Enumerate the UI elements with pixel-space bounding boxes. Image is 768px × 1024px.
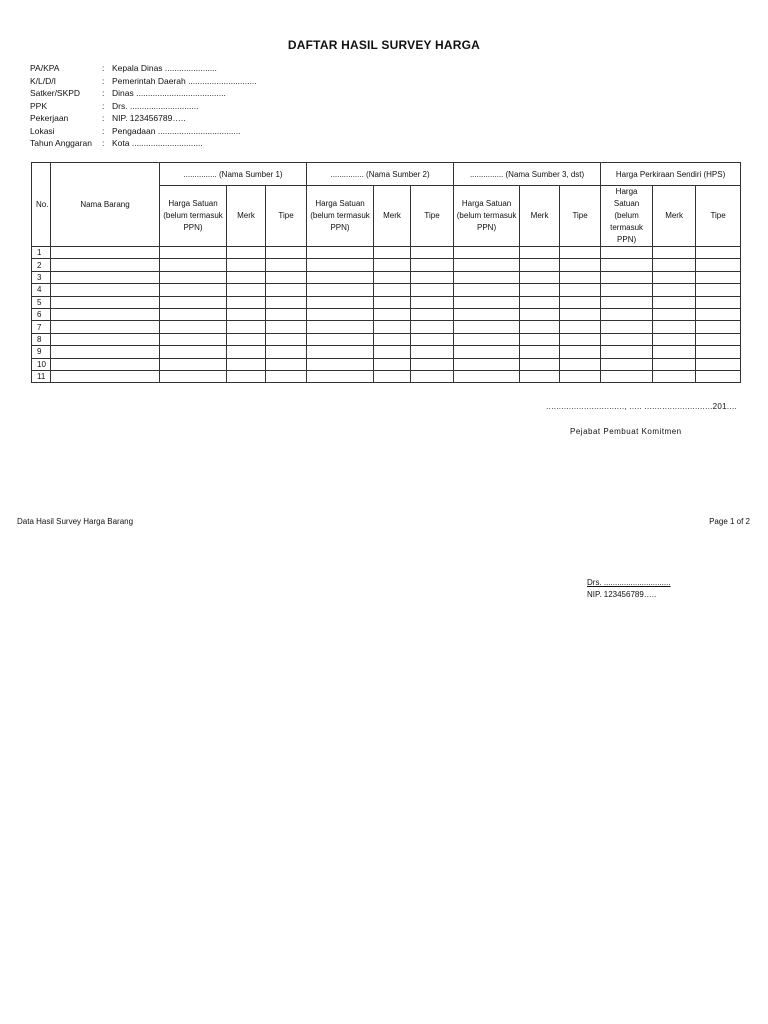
table-cell bbox=[266, 346, 307, 358]
table-cell bbox=[160, 308, 227, 320]
table-cell bbox=[520, 333, 560, 345]
table-row bbox=[32, 284, 741, 296]
table-cell bbox=[307, 358, 374, 370]
sub-header-harga-satuan: Harga Satuan (belum termasuk PPN) bbox=[454, 186, 520, 247]
meta-label: Lokasi bbox=[30, 125, 55, 136]
date-place-line: ..............................., ..... ...........................201.... bbox=[546, 402, 737, 411]
table-cell bbox=[374, 247, 411, 259]
table-cell bbox=[454, 247, 520, 259]
table-cell bbox=[696, 308, 741, 320]
meta-row bbox=[30, 100, 257, 113]
table-cell bbox=[696, 259, 741, 271]
signatory-title: Pejabat Pembuat Komitmen bbox=[570, 427, 682, 436]
meta-value: Pemerintah Daerah ............................. bbox=[112, 75, 257, 86]
table-cell bbox=[411, 308, 454, 320]
table-cell bbox=[227, 321, 266, 333]
row-number: 3 bbox=[32, 271, 51, 283]
table-row bbox=[32, 247, 741, 259]
table-cell bbox=[227, 271, 266, 283]
document-title: DAFTAR HASIL SURVEY HARGA bbox=[287, 38, 481, 52]
table-cell bbox=[374, 308, 411, 320]
table-cell bbox=[454, 296, 520, 308]
sub-header-harga-satuan: Harga Satuan (belum termasuk PPN) bbox=[307, 186, 374, 247]
survey-table bbox=[31, 162, 741, 383]
table-row bbox=[32, 333, 741, 345]
table-cell bbox=[411, 333, 454, 345]
table-cell bbox=[51, 259, 160, 271]
table-cell bbox=[307, 259, 374, 271]
table-row bbox=[32, 358, 741, 370]
table-cell bbox=[227, 333, 266, 345]
table-cell bbox=[696, 333, 741, 345]
table-cell bbox=[227, 247, 266, 259]
table-cell bbox=[560, 321, 601, 333]
table-cell bbox=[520, 259, 560, 271]
table-cell bbox=[601, 271, 653, 283]
meta-label: PA/KPA bbox=[30, 63, 60, 73]
table-cell bbox=[227, 296, 266, 308]
table-cell bbox=[227, 346, 266, 358]
table-cell bbox=[266, 308, 307, 320]
page-number: Page 1 of 2 bbox=[709, 517, 750, 526]
table-cell bbox=[374, 333, 411, 345]
sub-header-merk: Merk bbox=[653, 186, 696, 247]
table-cell bbox=[266, 358, 307, 370]
table-cell bbox=[560, 308, 601, 320]
table-cell bbox=[374, 358, 411, 370]
table-cell bbox=[374, 271, 411, 283]
table-cell bbox=[696, 284, 741, 296]
table-cell bbox=[653, 284, 696, 296]
column-header-no: No. bbox=[32, 163, 51, 247]
meta-value: Dinas ...................................... bbox=[112, 88, 226, 98]
table-cell bbox=[374, 346, 411, 358]
table-cell bbox=[454, 370, 520, 382]
table-cell bbox=[560, 296, 601, 308]
table-cell bbox=[520, 271, 560, 283]
table-cell bbox=[51, 296, 160, 308]
row-number: 7 bbox=[32, 321, 51, 333]
table-cell bbox=[520, 308, 560, 320]
table-cell bbox=[520, 346, 560, 358]
table-cell bbox=[601, 358, 653, 370]
table-cell bbox=[520, 247, 560, 259]
meta-colon: : bbox=[102, 75, 105, 86]
table-cell bbox=[696, 271, 741, 283]
table-cell bbox=[307, 296, 374, 308]
table-row bbox=[32, 308, 741, 320]
table-cell bbox=[454, 271, 520, 283]
meta-value: Kepala Dinas ...................... bbox=[112, 63, 217, 73]
sub-header-tipe: Tipe bbox=[560, 186, 601, 247]
table-cell bbox=[520, 284, 560, 296]
table-cell bbox=[227, 370, 266, 382]
table-cell bbox=[520, 358, 560, 370]
sub-header-harga-satuan: Harga Satuan (belum termasuk PPN) bbox=[160, 186, 227, 247]
table-cell bbox=[160, 284, 227, 296]
sub-header-tipe: Tipe bbox=[696, 186, 741, 247]
table-cell bbox=[160, 346, 227, 358]
table-cell bbox=[51, 271, 160, 283]
meta-row bbox=[30, 125, 257, 138]
meta-colon: : bbox=[102, 100, 105, 111]
table-cell bbox=[601, 308, 653, 320]
group-header-sumber-2: ............... (Nama Sumber 2) bbox=[307, 163, 454, 186]
table-cell bbox=[560, 247, 601, 259]
table-cell bbox=[411, 259, 454, 271]
sub-header-merk: Merk bbox=[374, 186, 411, 247]
sub-header-tipe: Tipe bbox=[411, 186, 454, 247]
meta-row bbox=[30, 75, 257, 88]
table-cell bbox=[51, 346, 160, 358]
table-cell bbox=[454, 321, 520, 333]
meta-colon: : bbox=[102, 138, 105, 148]
sub-header-harga-satuan-hps: Harga Satuan (belum termasuk PPN) bbox=[601, 186, 653, 247]
table-cell bbox=[160, 296, 227, 308]
signatory-nip: NIP. 123456789….. bbox=[587, 590, 657, 599]
table-cell bbox=[560, 333, 601, 345]
table-cell bbox=[520, 370, 560, 382]
meta-value: Kota .............................. bbox=[112, 138, 203, 148]
table-cell bbox=[696, 296, 741, 308]
table-cell bbox=[601, 346, 653, 358]
table-cell bbox=[374, 321, 411, 333]
table-cell bbox=[307, 284, 374, 296]
column-header-nama-barang: Nama Barang bbox=[51, 163, 160, 247]
table-cell bbox=[696, 247, 741, 259]
meta-label: Satker/SKPD bbox=[30, 88, 81, 98]
group-header-sumber-1: ............... (Nama Sumber 1) bbox=[160, 163, 307, 186]
table-cell bbox=[696, 358, 741, 370]
table-cell bbox=[411, 247, 454, 259]
table-cell bbox=[653, 321, 696, 333]
table-row bbox=[32, 259, 741, 271]
table-cell bbox=[160, 358, 227, 370]
meta-colon: : bbox=[102, 88, 105, 98]
row-number: 8 bbox=[32, 333, 51, 345]
table-cell bbox=[51, 321, 160, 333]
table-cell bbox=[411, 284, 454, 296]
table-cell bbox=[411, 296, 454, 308]
table-cell bbox=[266, 284, 307, 296]
table-cell bbox=[374, 259, 411, 271]
table-cell bbox=[454, 358, 520, 370]
sub-header-tipe: Tipe bbox=[266, 186, 307, 247]
table-cell bbox=[411, 370, 454, 382]
table-cell bbox=[227, 284, 266, 296]
table-cell bbox=[560, 271, 601, 283]
table-cell bbox=[653, 346, 696, 358]
table-cell bbox=[454, 284, 520, 296]
meta-label: Tahun Anggaran bbox=[30, 138, 92, 148]
row-number: 4 bbox=[32, 284, 51, 296]
meta-row bbox=[30, 137, 257, 150]
table-cell bbox=[51, 247, 160, 259]
table-cell bbox=[307, 308, 374, 320]
sub-header-merk: Merk bbox=[227, 186, 266, 247]
table-cell bbox=[601, 370, 653, 382]
table-cell bbox=[696, 346, 741, 358]
table-cell bbox=[51, 333, 160, 345]
table-cell bbox=[411, 346, 454, 358]
table-cell bbox=[411, 321, 454, 333]
table-cell bbox=[374, 296, 411, 308]
table-cell bbox=[307, 333, 374, 345]
table-cell bbox=[560, 284, 601, 296]
table-cell bbox=[51, 284, 160, 296]
table-cell bbox=[454, 333, 520, 345]
table-cell bbox=[653, 247, 696, 259]
meta-colon: : bbox=[102, 113, 105, 123]
table-cell bbox=[560, 358, 601, 370]
table-cell bbox=[653, 296, 696, 308]
table-cell bbox=[51, 358, 160, 370]
table-cell bbox=[266, 271, 307, 283]
table-cell bbox=[520, 321, 560, 333]
table-cell bbox=[374, 284, 411, 296]
row-number: 2 bbox=[32, 259, 51, 271]
table-cell bbox=[411, 271, 454, 283]
table-cell bbox=[266, 247, 307, 259]
table-cell bbox=[560, 370, 601, 382]
row-number: 1 bbox=[32, 247, 51, 259]
table-cell bbox=[374, 370, 411, 382]
meta-colon: : bbox=[102, 63, 105, 73]
row-number: 11 bbox=[32, 370, 51, 382]
table-cell bbox=[51, 370, 160, 382]
row-number: 5 bbox=[32, 296, 51, 308]
table-row bbox=[32, 271, 741, 283]
table-cell bbox=[266, 321, 307, 333]
table-cell bbox=[454, 308, 520, 320]
meta-row bbox=[30, 112, 257, 125]
table-row bbox=[32, 346, 741, 358]
table-cell bbox=[601, 247, 653, 259]
table-cell bbox=[307, 271, 374, 283]
table-cell bbox=[520, 296, 560, 308]
meta-label: PPK bbox=[30, 100, 48, 111]
table-row bbox=[32, 296, 741, 308]
table-cell bbox=[51, 308, 160, 320]
meta-info-block bbox=[30, 62, 257, 150]
table-cell bbox=[601, 284, 653, 296]
row-number: 9 bbox=[32, 346, 51, 358]
sub-header-merk: Merk bbox=[520, 186, 560, 247]
table-cell bbox=[307, 247, 374, 259]
table-cell bbox=[307, 346, 374, 358]
table-cell bbox=[560, 346, 601, 358]
table-cell bbox=[653, 333, 696, 345]
meta-value: Drs. ............................. bbox=[112, 100, 199, 111]
table-cell bbox=[266, 259, 307, 271]
table-cell bbox=[653, 370, 696, 382]
page-footer-title: Data Hasil Survey Harga Barang bbox=[17, 517, 134, 526]
table-cell bbox=[653, 271, 696, 283]
meta-label: Pekerjaan bbox=[30, 113, 69, 123]
row-number: 10 bbox=[32, 358, 51, 370]
table-cell bbox=[307, 370, 374, 382]
meta-label: K/L/D/I bbox=[30, 75, 56, 86]
table-cell bbox=[601, 321, 653, 333]
row-number: 6 bbox=[32, 308, 51, 320]
signatory-name: Drs. .............................. bbox=[587, 578, 671, 587]
meta-value: NIP. 123456789….. bbox=[112, 113, 186, 123]
meta-colon: : bbox=[102, 125, 105, 136]
table-cell bbox=[601, 333, 653, 345]
table-cell bbox=[454, 259, 520, 271]
table-cell bbox=[653, 358, 696, 370]
meta-row bbox=[30, 87, 257, 100]
table-cell bbox=[653, 308, 696, 320]
table-row bbox=[32, 321, 741, 333]
table-cell bbox=[307, 321, 374, 333]
table-cell bbox=[160, 259, 227, 271]
table-cell bbox=[160, 370, 227, 382]
table-cell bbox=[653, 259, 696, 271]
table-cell bbox=[411, 358, 454, 370]
table-cell bbox=[266, 333, 307, 345]
table-cell bbox=[227, 308, 266, 320]
table-cell bbox=[227, 358, 266, 370]
table-cell bbox=[266, 370, 307, 382]
table-cell bbox=[227, 259, 266, 271]
table-cell bbox=[266, 296, 307, 308]
meta-value: Pengadaan ................................... bbox=[112, 125, 241, 136]
table-cell bbox=[601, 259, 653, 271]
table-cell bbox=[160, 247, 227, 259]
group-header-hps: Harga Perkiraan Sendiri (HPS) bbox=[601, 163, 741, 186]
table-cell bbox=[160, 271, 227, 283]
table-cell bbox=[560, 259, 601, 271]
table-cell bbox=[601, 296, 653, 308]
group-header-sumber-3: ............... (Nama Sumber 3, dst) bbox=[454, 163, 601, 186]
table-cell bbox=[454, 346, 520, 358]
meta-row bbox=[30, 62, 257, 75]
table-cell bbox=[696, 321, 741, 333]
table-cell bbox=[696, 370, 741, 382]
table-cell bbox=[160, 333, 227, 345]
table-row bbox=[32, 370, 741, 382]
table-cell bbox=[160, 321, 227, 333]
